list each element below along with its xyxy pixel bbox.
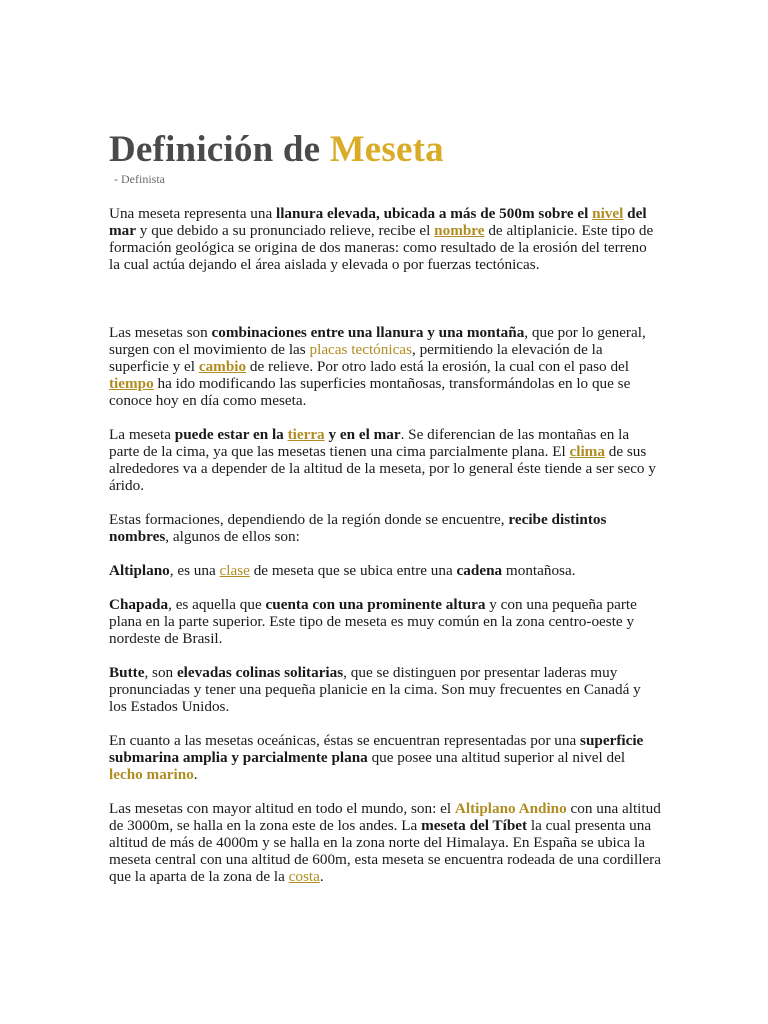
- link-clase[interactable]: clase: [219, 562, 250, 579]
- link-nombre[interactable]: nombre: [434, 222, 485, 239]
- title-prefix: Definición de: [109, 129, 330, 170]
- paragraph-mayor-altitud: Las mesetas con mayor altitud en todo el mundo, son: el Altiplano Andino con una altitud de 3000m, se halla en la zona este de los andes. La meseta del Tíbet la cual presenta una altitud de más de 4000m y se halla en la zona norte del Himalaya. En España se ubica la meseta central con una altitud de 600m, esta meseta se encuentra rodeada de una cordillera que la aparta de la zona de la costa.: [109, 800, 661, 885]
- link-cambio[interactable]: cambio: [198, 358, 247, 375]
- highlight-lecho-marino: lecho marino: [109, 766, 194, 783]
- page-title: [109, 128, 661, 172]
- paragraph-butte: Butte, son elevadas colinas solitarias, que se distinguen por presentar laderas muy pronunciadas y tener una pequeña planicie en la cima. Son muy frecuentes en Canadá y los Estados Unidos.: [109, 664, 641, 715]
- paragraph-chapada: Chapada, es aquella que cuenta con una prominente altura y con una pequeña parte plana en la parte superior. Este tipo de meseta es muy común en la zona centro-oeste y nordeste de Brasil.: [109, 596, 637, 647]
- article: [109, 128, 661, 885]
- highlight-placas: placas tectónicas: [309, 341, 412, 358]
- source-label: - Definista: [114, 172, 165, 186]
- paragraph-oceanicas: En cuanto a las mesetas oceánicas, éstas se encuentran representadas por una superficie submarina amplia y parcialmente plana que posee una altitud superior al nivel del lecho marino.: [109, 732, 644, 783]
- link-tierra[interactable]: tierra: [287, 426, 325, 443]
- link-tiempo[interactable]: tiempo: [109, 375, 154, 392]
- paragraph-intro: Una meseta representa una llanura elevada, ubicada a más de 500m sobre el nivel del mar y que debido a su pronunciado relieve, recibe el nombre de altiplanicie. Este tipo de formación geológica se origina de dos maneras: como resultado de la erosión del terreno la cual actúa dejando el área aislada y elevada o por fuerzas tectónicas.: [109, 205, 654, 273]
- link-nivel[interactable]: nivel: [592, 205, 624, 222]
- paragraph-altiplano: Altiplano, es una clase de meseta que se ubica entre una cadena montañosa.: [109, 562, 576, 579]
- paragraph-combinaciones: Las mesetas son combinaciones entre una llanura y una montaña, que por lo general, surgen con el movimiento de las placas tectónicas, permitiendo la elevación de la superficie y el cambio de relieve. Por otro lado está la erosión, la cual con el paso del tiempo ha ido modificando las superficies montañosas, transformándolas en lo que se conoce hoy en día como meseta.: [109, 324, 646, 409]
- title-accent: Meseta: [329, 129, 444, 170]
- paragraph-nombres: Estas formaciones, dependiendo de la región donde se encuentre, recibe distintos nombres, algunos de ellos son:: [109, 511, 607, 545]
- highlight-altiplano-andino: Altiplano Andino: [454, 800, 567, 817]
- link-costa[interactable]: costa: [288, 868, 320, 885]
- link-clima[interactable]: clima: [569, 443, 605, 460]
- paragraph-tierra-mar: La meseta puede estar en la tierra y en el mar. Se diferencian de las montañas en la parte de la cima, ya que las mesetas tienen una cima parcialmente plana. El clima de sus alrededores va a depender de la altitud de la meseta, por lo general éste tiende a ser seco y árido.: [109, 426, 656, 494]
